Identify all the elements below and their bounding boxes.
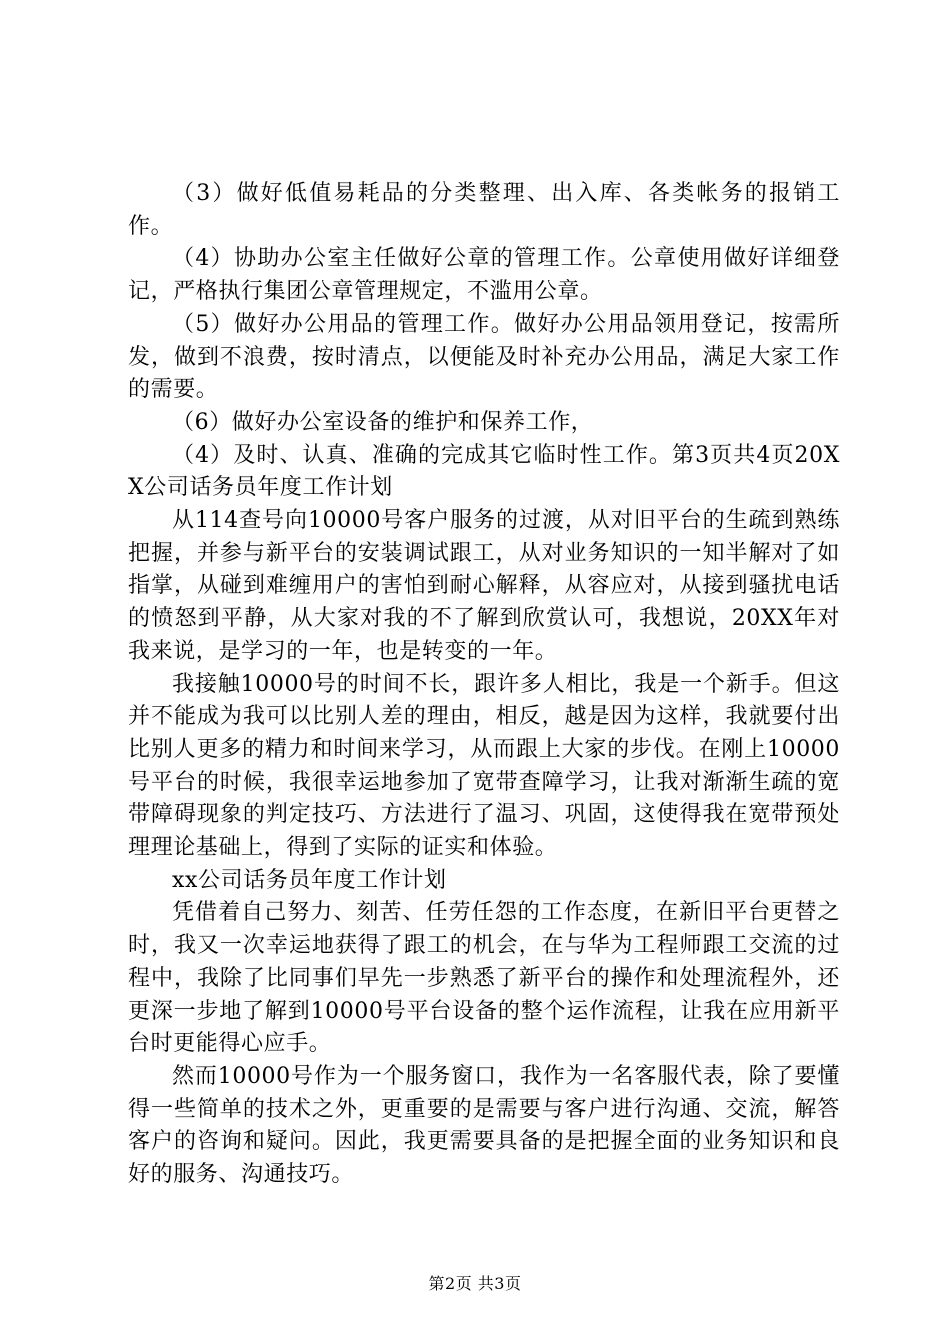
paragraph: （5）做好办公用品的管理工作。做好办公用品领用登记，按需所发，做到不浪费，按时清点，以便能及时补充办公用品，满足大家工作的需要。 xyxy=(128,311,840,403)
paragraph: （3）做好低值易耗品的分类整理、出入库、各类帐务的报销工作。 xyxy=(128,181,840,239)
paragraph: 从114查号向10000号客户服务的过渡，从对旧平台的生疏到熟练把握，并参与新平台的安装调试跟工，从对业务知识的一知半解对了如指掌，从碰到难缠用户的害怕到耐心解释，从容应对，从接到骚扰电话的愤怒到平静，从大家对我的不了解到欣赏认可，我想说，20XX年对我来说，是学习的一年，也是转变的一年。 xyxy=(128,508,840,664)
paragraph: （4）协助办公室主任做好公章的管理工作。公章使用做好详细登记，严格执行集团公章管理规定，不滥用公章。 xyxy=(128,246,840,305)
paragraph: （6）做好办公室设备的维护和保养工作， xyxy=(172,409,594,435)
paragraph: 凭借着自己努力、刻苦、任劳任怨的工作态度，在新旧平台更替之时，我又一次幸运地获得了跟工的机会，在与华为工程师跟工交流的过程中，我除了比同事们早先一步熟悉了新平台的操作和处理流程外，还更深一步地了解到10000号平台设备的整个运作流程，让我在应用新平台时更能得心应手。 xyxy=(128,900,840,1057)
paragraph: 我接触10000号的时间不长，跟许多人相比，我是一个新手。但这并不能成为我可以比别人差的理由，相反，越是因为这样，我就要付出比别人更多的精力和时间来学习，从而跟上大家的步伐。在刚上10000号平台的时候，我很幸运地参加了宽带查障学习，让我对渐渐生疏的宽带障碍现象的判定技巧、方法进行了温习、巩固，这使得我在宽带预处理理论基础上，得到了实际的证实和体验。 xyxy=(128,671,840,861)
paragraph: （4）及时、认真、准确的完成其它临时性工作。第3页共4页20XX公司话务员年度工作计划 xyxy=(128,442,840,501)
document-body xyxy=(128,178,840,1192)
section-heading: xx公司话务员年度工作计划 xyxy=(172,867,447,893)
page-footer: 第2页 共3页 xyxy=(428,1274,522,1293)
paragraph: 然而10000号作为一个服务窗口，我作为一名客服代表，除了要懂得一些简单的技术之外，更重要的是需要与客户进行沟通、交流，解答客户的咨询和疑问。因此，我更需要具备的是把握全面的业务知识和良好的服务、沟通技巧。 xyxy=(128,1063,840,1188)
